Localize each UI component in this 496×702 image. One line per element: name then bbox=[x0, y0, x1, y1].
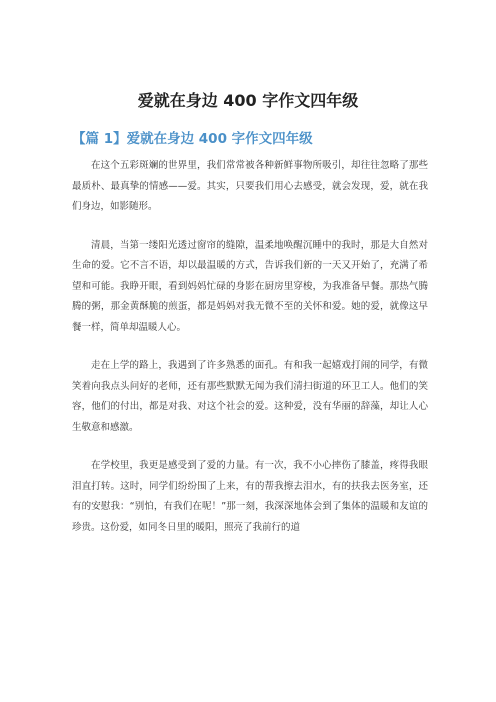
paragraph-2: 清晨，当第一缕阳光透过窗帘的缝隙，温柔地唤醒沉睡中的我时，那是大自然对生命的爱。它不言不语，却以最温暖的方式，告诉我们新的一天又开始了，充满了希望和可能。我睁开眼，看到妈妈忙碌的身影在厨房里穿梭，为我准备早餐。那热气腾腾的粥，那金黄酥脆的煎蛋，都是妈妈对我无微不至的关怀和爱。她的爱，就像这早餐一样，简单却温暖人心。 bbox=[72, 239, 428, 333]
paragraph-1: 在这个五彩斑斓的世界里，我们常常被各种新鲜事物所吸引，却往往忽略了那些最质朴、最真挚的情感——爱。其实，只要我们用心去感受，就会发现，爱，就在我们身边，如影随形。 bbox=[72, 160, 428, 212]
paragraph-4: 在学校里，我更是感受到了爱的力量。有一次，我不小心摔伤了膝盖，疼得我眼泪直打转。这时，同学们纷纷围了上来，有的帮我擦去泪水，有的扶我去医务室，还有的安慰我：“别怕，有我们在呢！”那一刻，我深深地体会到了集体的温暖和友谊的珍贵。这份爱，如同冬日里的暖阳，照亮了我前行的道 bbox=[72, 460, 428, 533]
paragraph-3: 走在上学的路上，我遇到了许多熟悉的面孔。有和我一起嬉戏打闹的同学，有微笑着向我点头问好的老师，还有那些默默无闻为我们清扫街道的环卫工人。他们的笑容，他们的付出，都是对我、对这个社会的爱。这种爱，没有华丽的辞藻，却让人心生敬意和感激。 bbox=[72, 360, 428, 433]
document-title: 爱就在身边 400 字作文四年级 bbox=[137, 91, 359, 110]
document-body bbox=[72, 156, 428, 556]
section-heading: 【篇 1】爱就在身边 400 字作文四年级 bbox=[72, 131, 313, 147]
